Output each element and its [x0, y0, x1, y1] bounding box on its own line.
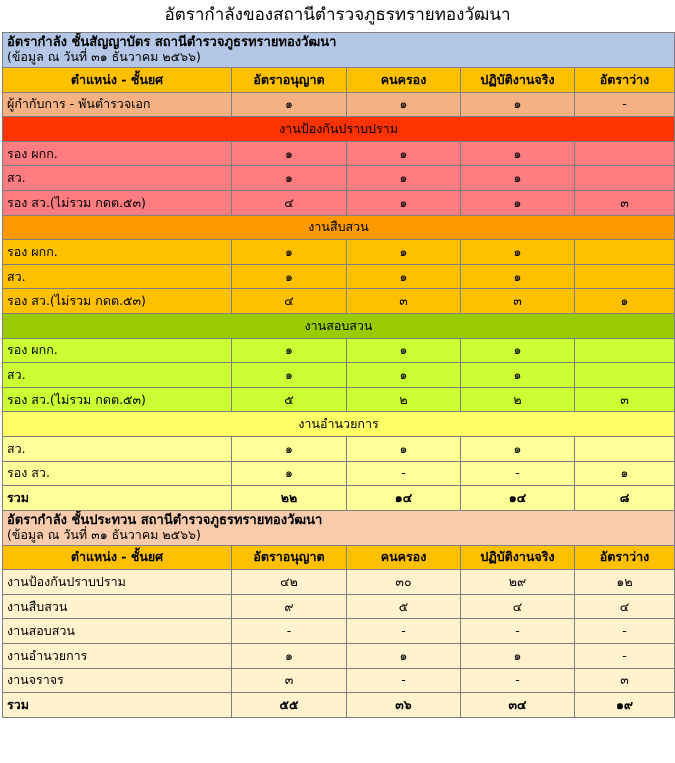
permitted-value: ๙ — [232, 594, 347, 619]
occupied-value: ๑ — [347, 338, 461, 363]
vacant-value: ๘ — [575, 486, 675, 511]
column-header: ตำแหน่ง - ชั้นยศ — [3, 68, 232, 93]
occupied-value: ๑๔ — [347, 486, 461, 511]
section-title: อัตรากำลัง ชั้นประทวน สถานีตำรวจภูธรทรายทองวัฒนา — [7, 512, 323, 528]
occupied-value: - — [347, 619, 461, 644]
permitted-value: ๑ — [232, 461, 347, 486]
staffing-table — [2, 32, 675, 718]
column-header: ตำแหน่ง - ชั้นยศ — [3, 545, 232, 570]
group-header-row — [3, 313, 675, 338]
section-date: (ข้อมูล ณ วันที่ ๓๑ ธันวาคม ๒๕๖๖) — [7, 49, 201, 64]
row-label: สว. — [3, 264, 232, 289]
occupied-value: ๑ — [347, 240, 461, 265]
table-row — [3, 363, 675, 388]
actual-value: - — [461, 619, 575, 644]
superintendent-row — [3, 92, 675, 117]
row-label: รอง ผกก. — [3, 338, 232, 363]
column-header-row — [3, 545, 675, 570]
actual-value: ๑ — [461, 644, 575, 669]
occupied-value: ๑ — [347, 264, 461, 289]
permitted-value: ๑ — [232, 240, 347, 265]
vacant-value — [575, 264, 675, 289]
column-header: ปฏิบัติงานจริง — [461, 68, 575, 93]
row-label: งานสอบสวน — [3, 619, 232, 644]
row-label: รอง ผกก. — [3, 240, 232, 265]
actual-value: ๑ — [461, 240, 575, 265]
permitted-value: ๑ — [232, 338, 347, 363]
column-header: อัตราอนุญาต — [232, 68, 347, 93]
row-label: สว. — [3, 166, 232, 191]
group-name: งานสอบสวน — [3, 313, 675, 338]
actual-value: ๑ — [461, 166, 575, 191]
group-name: งานป้องกันปราบปราม — [3, 117, 675, 142]
table-row — [3, 619, 675, 644]
permitted-value: ๑ — [232, 264, 347, 289]
group-header-row — [3, 117, 675, 142]
permitted-value: ๕๕ — [232, 693, 347, 718]
vacant-value — [575, 338, 675, 363]
vacant-value: ๔ — [575, 594, 675, 619]
occupied-value: ๑ — [347, 166, 461, 191]
actual-value: ๓๔ — [461, 693, 575, 718]
noncommissioned-section-header — [3, 510, 675, 545]
permitted-value: ๑ — [232, 644, 347, 669]
actual-value: ๑๔ — [461, 486, 575, 511]
column-header: คนครอง — [347, 68, 461, 93]
actual-value: ๑ — [461, 264, 575, 289]
permitted-value: ๒๒ — [232, 486, 347, 511]
actual-value: - — [461, 668, 575, 693]
row-label: งานอำนวยการ — [3, 644, 232, 669]
commissioned-section-header — [3, 33, 675, 68]
vacant-value: ๓ — [575, 387, 675, 412]
section-title: อัตรากำลัง ชั้นสัญญาบัตร สถานีตำรวจภูธรทรายทองวัฒนา — [7, 35, 337, 50]
occupied-value: ๑ — [347, 644, 461, 669]
permitted-value: ๑ — [232, 166, 347, 191]
actual-value: ๒๙ — [461, 570, 575, 595]
occupied-value: ๓ — [347, 289, 461, 314]
row-label: ผู้กำกับการ - พันตำรวจเอก — [3, 92, 232, 117]
total-row — [3, 693, 675, 718]
occupied-value: ๓๖ — [347, 693, 461, 718]
actual-value: ๒ — [461, 387, 575, 412]
occupied-value: ๕ — [347, 594, 461, 619]
row-label: รอง สว.(ไม่รวม กดต.๕๓) — [3, 190, 232, 215]
column-header-row — [3, 68, 675, 93]
occupied-value: ๑ — [347, 92, 461, 117]
table-row — [3, 387, 675, 412]
section-date: (ข้อมูล ณ วันที่ ๓๑ ธันวาคม ๒๕๖๖) — [7, 526, 201, 542]
vacant-value — [575, 240, 675, 265]
total-row — [3, 486, 675, 511]
table-row — [3, 166, 675, 191]
occupied-value: ๓๐ — [347, 570, 461, 595]
vacant-value: ๑ — [575, 289, 675, 314]
actual-value: ๑ — [461, 436, 575, 461]
occupied-value: - — [347, 668, 461, 693]
table-row — [3, 190, 675, 215]
page-title: อัตรากำลังของสถานีตำรวจภูธรทรายทองวัฒนา — [164, 5, 511, 25]
row-label: รวม — [3, 693, 232, 718]
table-row — [3, 594, 675, 619]
table-row — [3, 436, 675, 461]
table-row — [3, 338, 675, 363]
actual-value: ๑ — [461, 141, 575, 166]
vacant-value: ๑๙ — [575, 693, 675, 718]
permitted-value: ๑ — [232, 436, 347, 461]
permitted-value: ๓ — [232, 668, 347, 693]
table-row — [3, 289, 675, 314]
commissioned-section-header-cell — [3, 33, 675, 68]
vacant-value — [575, 166, 675, 191]
vacant-value: - — [575, 92, 675, 117]
row-label: สว. — [3, 436, 232, 461]
row-label: สว. — [3, 363, 232, 388]
vacant-value: - — [575, 619, 675, 644]
permitted-value: ๕ — [232, 387, 347, 412]
row-label: รวม — [3, 486, 232, 511]
row-label: งานป้องกันปราบปราม — [3, 570, 232, 595]
column-header: อัตราว่าง — [575, 545, 675, 570]
row-label: รอง สว.(ไม่รวม กดต.๕๓) — [3, 289, 232, 314]
vacant-value — [575, 436, 675, 461]
vacant-value: ๑๒ — [575, 570, 675, 595]
vacant-value: - — [575, 644, 675, 669]
permitted-value: ๔๒ — [232, 570, 347, 595]
group-name: งานสืบสวน — [3, 215, 675, 240]
permitted-value: - — [232, 619, 347, 644]
permitted-value: ๔ — [232, 289, 347, 314]
table-row — [3, 240, 675, 265]
vacant-value: ๑ — [575, 461, 675, 486]
actual-value: ๑ — [461, 92, 575, 117]
permitted-value: ๑ — [232, 92, 347, 117]
table-row — [3, 141, 675, 166]
row-label: งานสืบสวน — [3, 594, 232, 619]
table-row — [3, 644, 675, 669]
table-row — [3, 264, 675, 289]
row-label: งานจราจร — [3, 668, 232, 693]
actual-value: ๑ — [461, 338, 575, 363]
noncommissioned-section-header-cell — [3, 510, 675, 545]
occupied-value: ๑ — [347, 190, 461, 215]
actual-value: - — [461, 461, 575, 486]
occupied-value: ๑ — [347, 141, 461, 166]
table-row — [3, 570, 675, 595]
permitted-value: ๔ — [232, 190, 347, 215]
permitted-value: ๑ — [232, 141, 347, 166]
column-header: อัตราว่าง — [575, 68, 675, 93]
vacant-value — [575, 141, 675, 166]
column-header: อัตราอนุญาต — [232, 545, 347, 570]
vacant-value: ๓ — [575, 668, 675, 693]
actual-value: ๑ — [461, 363, 575, 388]
table-row — [3, 461, 675, 486]
row-label: รอง สว. — [3, 461, 232, 486]
row-label: รอง ผกก. — [3, 141, 232, 166]
vacant-value — [575, 363, 675, 388]
group-header-row — [3, 215, 675, 240]
column-header: คนครอง — [347, 545, 461, 570]
actual-value: ๓ — [461, 289, 575, 314]
actual-value: ๔ — [461, 594, 575, 619]
row-label: รอง สว.(ไม่รวม กดต.๕๓) — [3, 387, 232, 412]
group-header-row — [3, 412, 675, 437]
table-row — [3, 668, 675, 693]
column-header: ปฏิบัติงานจริง — [461, 545, 575, 570]
actual-value: ๑ — [461, 190, 575, 215]
occupied-value: - — [347, 461, 461, 486]
occupied-value: ๒ — [347, 387, 461, 412]
vacant-value: ๓ — [575, 190, 675, 215]
occupied-value: ๑ — [347, 436, 461, 461]
occupied-value: ๑ — [347, 363, 461, 388]
permitted-value: ๑ — [232, 363, 347, 388]
group-name: งานอำนวยการ — [3, 412, 675, 437]
